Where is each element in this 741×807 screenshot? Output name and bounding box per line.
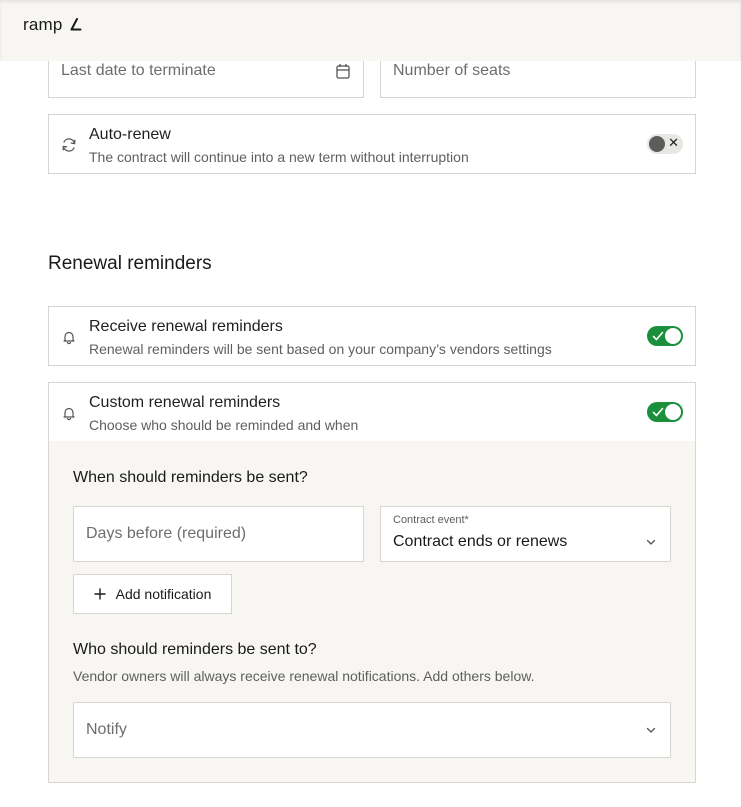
notify-select[interactable]	[73, 702, 671, 758]
auto-renew-title: Auto-renew	[89, 126, 171, 143]
custom-reminders-title: Custom renewal reminders	[89, 394, 281, 411]
who-heading: Who should reminders be sent to?	[73, 641, 317, 658]
add-notification-label: Add notification	[115, 586, 212, 602]
contract-event-value: Contract ends or renews	[393, 533, 568, 550]
when-heading: When should reminders be sent?	[73, 469, 308, 486]
days-before-input[interactable]	[73, 506, 364, 562]
renewal-reminders-heading: Renewal reminders	[48, 253, 212, 274]
toggle-knob	[649, 136, 665, 152]
add-notification-button[interactable]	[73, 574, 232, 614]
ramp-logo[interactable]	[23, 15, 82, 35]
check-icon	[652, 406, 664, 418]
bell-icon	[61, 329, 77, 345]
toggle-knob	[665, 404, 681, 420]
auto-renew-card	[48, 114, 696, 174]
contract-event-select[interactable]	[380, 506, 671, 562]
bell-icon	[61, 405, 77, 421]
custom-reminders-description: Choose who should be reminded and when	[89, 417, 359, 433]
days-before-placeholder: Days before (required)	[86, 525, 247, 542]
who-description: Vendor owners will always receive renewal notifications. Add others below.	[73, 668, 535, 684]
auto-renew-description: The contract will continue into a new term without interruption	[89, 149, 469, 165]
plus-icon	[94, 588, 106, 600]
check-icon	[652, 330, 664, 342]
custom-reminders-card	[48, 382, 696, 442]
refresh-icon	[61, 137, 77, 153]
close-icon: ✕	[668, 136, 679, 151]
top-bar	[0, 0, 741, 61]
receive-reminders-toggle[interactable]	[647, 326, 683, 346]
notify-placeholder: Notify	[86, 721, 127, 738]
seats-placeholder: Number of seats	[393, 62, 511, 79]
custom-reminders-panel	[48, 441, 696, 783]
ramp-logo-icon	[68, 18, 82, 32]
auto-renew-toggle[interactable]	[647, 134, 683, 154]
receive-reminders-description: Renewal reminders will be sent based on your company’s vendors settings	[89, 341, 552, 357]
calendar-icon[interactable]	[336, 63, 350, 79]
chevron-down-icon	[645, 724, 657, 736]
chevron-down-icon	[645, 536, 657, 548]
contract-event-label: Contract event*	[393, 514, 469, 526]
brand-name: ramp	[23, 15, 63, 34]
toggle-knob	[665, 328, 681, 344]
custom-reminders-toggle[interactable]	[647, 402, 683, 422]
receive-reminders-card	[48, 306, 696, 366]
receive-reminders-title: Receive renewal reminders	[89, 318, 283, 335]
termination-date-placeholder: Last date to terminate	[61, 62, 216, 79]
